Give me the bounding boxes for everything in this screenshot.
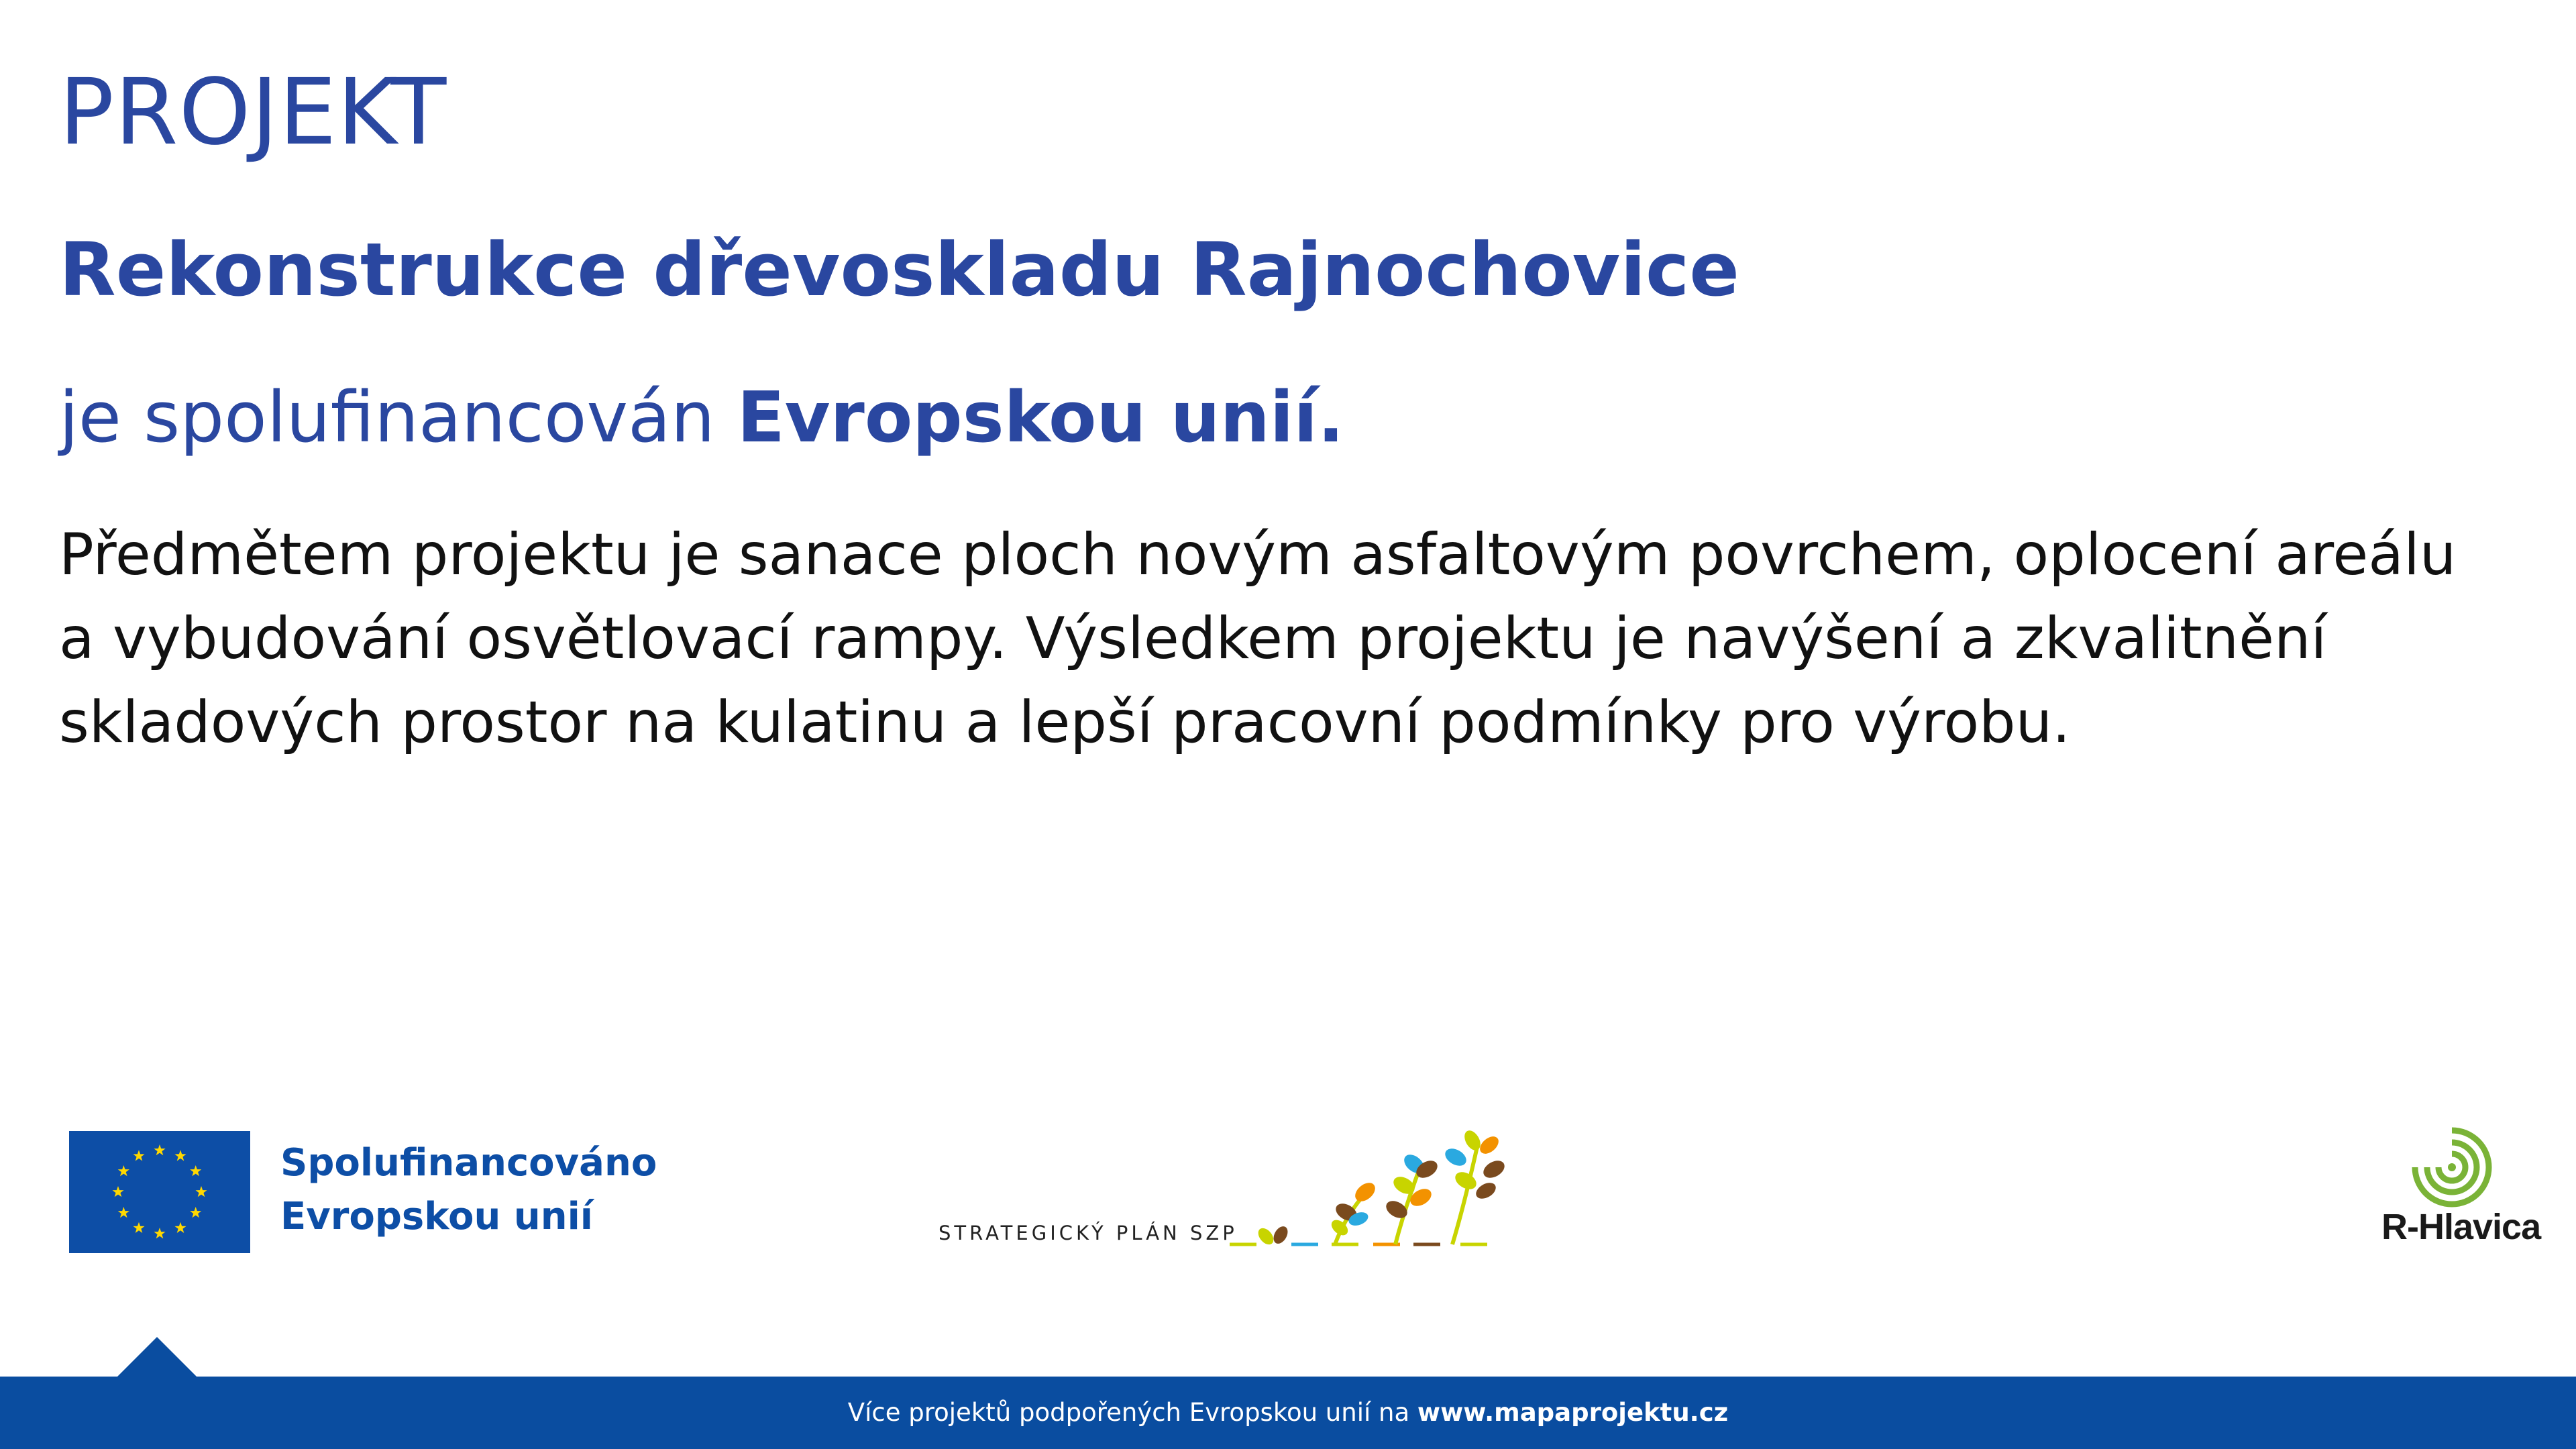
eu-logo-line-1: Spolufinancováno [280,1141,657,1185]
footer-arrow-icon [115,1337,199,1379]
eu-star-icon [195,1186,207,1197]
eu-logo-text [280,1136,657,1244]
description-line-1: Předmětem projektu je sanace ploch novým asfaltovým povrchem, oplocení areálu [59,521,2457,588]
eu-flag-icon [69,1131,250,1253]
project-name: Rekonstrukce dřevoskladu Rajnochovice [59,227,1739,313]
description-line-3: skladových prostor na kulatinu a lepší pracovní podmínky pro výrobu. [59,689,2071,756]
eu-logo-line-2: Evropskou unií [280,1195,593,1238]
footer-text [0,1377,2576,1449]
page-heading: PROJEKT [59,60,447,166]
r-hlavica-text: R-Hlavica [2381,1207,2541,1247]
eu-star-icon [118,1165,129,1176]
eu-star-icon [154,1228,165,1238]
cofinanced-statement [59,376,1344,458]
description-line-2: a vybudování osvětlovací rampy. Výsledkem projektu je navýšení a zkvalitnění [59,605,2327,672]
eu-star-icon [190,1165,201,1176]
eu-cofinanced-logo [69,1131,657,1253]
footer-link[interactable]: www.mapaprojektu.cz [1417,1398,1729,1427]
szp-logo [936,1130,1526,1258]
eu-star-icon [133,1222,144,1233]
sprouting-plants-icon [1224,1130,1526,1258]
eu-star-icon [118,1207,129,1218]
footer-bar [0,1377,2576,1449]
r-hlavica-logo [2381,1127,2541,1258]
cofinanced-emphasis: Evropskou unií. [737,376,1344,458]
eu-star-icon [190,1207,201,1218]
eu-star-icon [154,1144,165,1155]
szp-logo-text: STRATEGICKÝ PLÁN SZP [938,1222,1238,1244]
eu-star-icon [174,1222,186,1233]
eu-star-icon [174,1150,186,1161]
eu-star-icon [112,1186,123,1197]
eu-stars [69,1131,250,1253]
cofinanced-prefix: je spolufinancován [59,376,737,458]
project-description [59,513,2474,765]
tree-rings-icon [2402,1127,2502,1208]
footer-prefix: Více projektů podpořených Evropskou unií na [847,1398,1417,1427]
eu-star-icon [133,1150,144,1161]
